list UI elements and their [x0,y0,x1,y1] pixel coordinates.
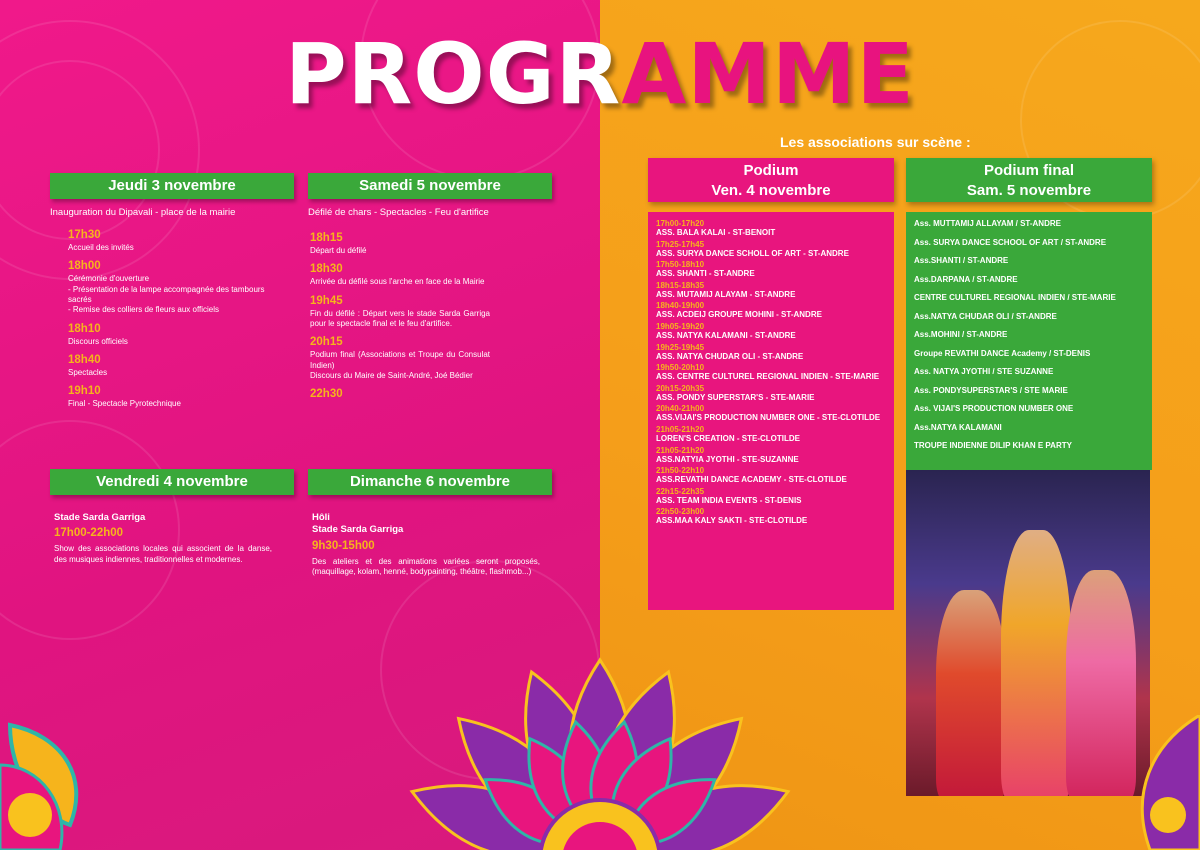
list-item [656,363,886,382]
slot-name: ASS. BALA KALAI - ST-BENOIT [656,228,776,237]
time-label: 17h30 [68,229,101,241]
slot-name: ASS. NATYA CHUDAR OLI - ST-ANDRE [656,351,804,361]
slot-time: 17h50-18h10 [656,260,705,270]
event-text: Show des associations locales qui associent de la danse, des musiques indiennes, traditionnelles et modernes. [54,544,272,564]
title-part-pink: AMME [621,25,915,123]
slot-name: ASS. NATYA KALAMANI - ST-ANDRE [656,330,796,340]
corner-flower-icon [1110,715,1200,850]
associations-title: Les associations sur scène : [780,134,971,150]
list-item: Groupe REVATHI DANCE Academy / ST-DENIS [914,348,1091,358]
event-text: Podium final (Associations et Troupe du Consulat Indien) Discours du Maire de Saint-André, Joé Bédier [310,350,490,381]
slot-time: 20h15-20h35 [656,383,705,393]
list-item: Ass. SURYA DANCE SCHOOL OF ART / ST-ANDRE [914,237,1107,247]
list-item [656,281,886,300]
list-item [656,219,886,238]
list-item: Ass. NATYA JYOTHI / STE SUZANNE [914,367,1054,376]
slot-time: 19h50-20h10 [656,363,705,373]
event-text: Final - Spectacle Pyrotechnique [68,399,181,409]
time-label: 19h45 [310,294,343,307]
venue-label: Stade Sarda Garriga [312,524,404,536]
slot-time: 21h50-22h10 [656,466,705,476]
slot-name: LOREN'S CREATION - STE-CLOTILDE [656,433,800,443]
lotus-mandala-icon [400,640,800,850]
day-subtitle-samedi: Défilé de chars - Spectacles - Feu d'artifice [308,207,489,218]
list-item: Ass. PONDYSUPERSTAR'S / STE MARIE [914,385,1068,395]
day-subtitle-jeudi: Inauguration du Dipavali - place de la mairie [50,207,236,218]
slot-name: ASS. TEAM INDIA EVENTS - ST-DENIS [656,495,802,505]
slot-name: ASS.MAA KALY SAKTI - STE-CLOTILDE [656,516,808,526]
event-text: Discours officiels [68,336,128,346]
schedule-vendredi [54,512,272,565]
slot-name: ASS. ACDEIJ GROUPE MOHINI - ST-ANDRE [656,310,822,320]
day-header-samedi: Samedi 5 novembre [308,173,552,199]
slot-time: 22h50-23h00 [656,507,705,517]
schedule-dimanche [312,512,540,577]
event-text: Départ du défilé [310,245,367,255]
slot-time: 20h40-21h00 [656,404,705,414]
time-label: 18h40 [68,354,101,367]
event-text: Fin du défilé : Départ vers le stade Sarda Garriga pour le spectacle final et le feu d'artifice. [310,308,490,328]
podium-final-header [906,158,1152,202]
time-label: 18h10 [68,322,101,335]
slot-name: ASS.REVATHI DANCE ACADEMY - STE-CLOTILDE [656,475,847,485]
event-text: Arrivée du défilé sous l'arche en face de la Mairie [310,277,485,287]
podium-list [648,212,894,610]
time-label: 17h00-22h00 [54,527,124,540]
slot-name: ASS.VIJAI'S PRODUCTION NUMBER ONE - STE-CLOTILDE [656,413,881,423]
slot-time: 22h15-22h35 [656,486,705,496]
list-item [656,240,886,259]
corner-flower-icon [0,705,130,850]
slot-name: ASS. SURYA DANCE SCHOLL OF ART - ST-ANDRE [656,248,849,258]
slot-time: 18h40-19h00 [656,301,705,311]
list-item: Ass.SHANTI / ST-ANDRE [914,256,1009,265]
slot-time: 18h15-18h35 [656,280,705,290]
slot-name: ASS. CENTRE CULTUREL REGIONAL INDIEN - STE-MARIE [656,372,880,382]
time-label: 19h10 [68,385,101,398]
dancer-figure [1001,530,1071,796]
title-part-white: PROGR [285,25,622,123]
slot-time: 19h05-19h20 [656,321,705,331]
list-item [656,425,886,444]
event-text: Cérémonie d'ouverture - Présentation de la lampe accompagnée des tambours sacrés - Remise des colliers de fleurs aux officiels [68,274,265,315]
podium-header [648,158,894,202]
list-item: Ass.NATYA CHUDAR OLI / ST-ANDRE [914,311,1057,321]
time-label: 18h00 [68,260,101,273]
page-title [0,25,1200,123]
podium-final-list [906,212,1152,470]
list-item [656,260,886,279]
list-item [656,343,886,362]
venue-label: Stade Sarda Garriga [54,512,146,523]
time-label: 18h15 [310,232,343,244]
time-label: 20h15 [310,336,343,349]
list-item: Ass. MUTTAMIJ ALLAYAM / ST-ANDRE [914,219,1061,228]
slot-time: 21h05-21h20 [656,424,705,434]
slot-time: 21h05-21h20 [656,445,705,455]
podium-date: Ven. 4 novembre [711,182,831,199]
event-text: Des ateliers et des animations variées seront proposés, (maquillage, kolam, henné, bodypainting, théâtre, flashmob...) [312,556,540,577]
slot-name: ASS. SHANTI - ST-ANDRE [656,269,755,279]
slot-time: 17h25-17h45 [656,239,705,249]
podium-final-date: Sam. 5 novembre [966,182,1092,199]
list-item [656,466,886,485]
dancer-figure [936,590,1006,796]
podium-title: Podium [743,162,799,179]
list-item [656,507,886,526]
day-header-jeudi: Jeudi 3 novembre [50,173,294,199]
podium-final-title: Podium final [984,162,1074,179]
time-label: 22h30 [310,388,343,401]
list-item: TROUPE INDIENNE DILIP KHAN E PARTY [914,441,1072,450]
list-item [656,322,886,341]
schedule-samedi [310,231,490,402]
event-name: Hôli [312,512,330,523]
list-item: Ass.DARPANA / ST-ANDRE [914,274,1018,284]
slot-name: ASS. MUTAMIJ ALAYAM - ST-ANDRE [656,289,796,299]
list-item [656,446,886,465]
time-label: 18h30 [310,263,343,276]
slot-name: ASS.NATYIA JYOTHI - STE-SUZANNE [656,454,799,464]
day-header-vendredi: Vendredi 4 novembre [50,469,294,495]
list-item [656,404,886,423]
slot-name: ASS. PONDY SUPERSTAR'S - STE-MARIE [656,392,815,402]
time-label: 9h30-15h00 [312,539,375,552]
list-item: Ass.NATYA KALAMANI [914,422,1002,432]
event-text: Accueil des invités [68,242,134,252]
slot-time: 17h00-17h20 [656,219,705,228]
schedule-jeudi [68,228,268,410]
list-item: CENTRE CULTUREL REGIONAL INDIEN / STE-MARIE [914,293,1116,302]
list-item: Ass.MOHINI / ST-ANDRE [914,330,1008,339]
list-item [656,384,886,403]
event-text: Spectacles [68,368,108,378]
day-header-dimanche: Dimanche 6 novembre [308,469,552,495]
list-item: Ass. VIJAI'S PRODUCTION NUMBER ONE [914,404,1074,413]
list-item [656,301,886,320]
slot-time: 19h25-19h45 [656,342,705,352]
list-item [656,487,886,506]
